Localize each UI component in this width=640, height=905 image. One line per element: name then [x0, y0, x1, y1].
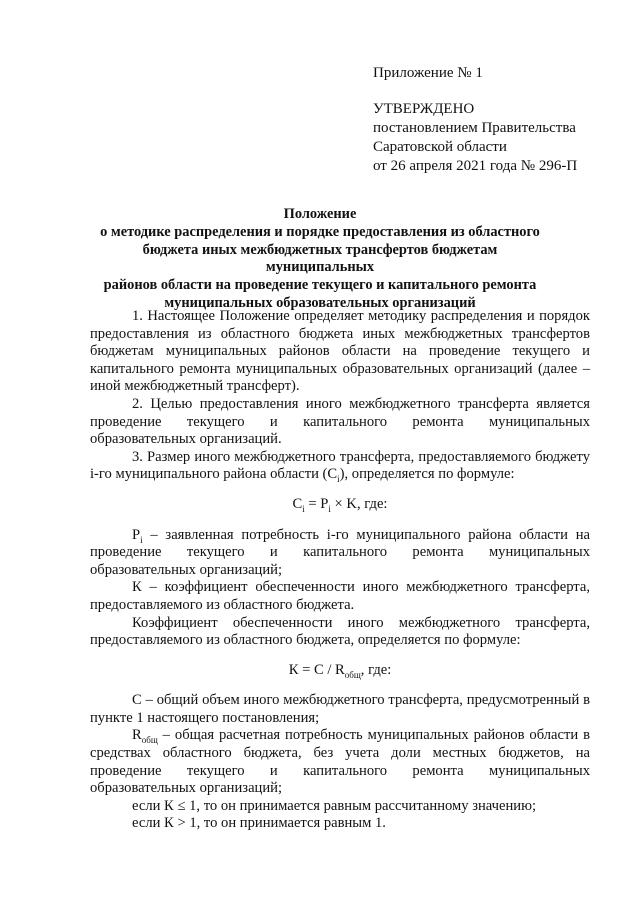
- formula-1-c: × K, где:: [330, 495, 388, 512]
- formula-1: [90, 496, 590, 514]
- paragraph-7: С – общий объем иного межбюджетного трансферта, предусмотренный в пункте 1 настоящего постановления;: [90, 692, 590, 726]
- approved-line-1: постановлением Правительства: [373, 120, 576, 136]
- paragraph-1: 1. Настоящее Положение определяет методику распределения и порядок предоставления из областного бюджета иных межбюджетных трансфертов бюджетам муниципальных районов области на проведение текущего и капитального ремонта муниципальных образовательных организаций (далее – иной межбюджетный трансферт).: [90, 308, 590, 395]
- paragraph-4-subscript: i: [140, 534, 143, 545]
- annex-number: Приложение № 1: [373, 65, 483, 81]
- title-line-1: Положение: [283, 206, 357, 222]
- paragraph-8-subscript: общ: [141, 735, 158, 746]
- approved-label: УТВЕРЖДЕНО: [373, 101, 475, 117]
- title-line-4: районов области на проведение текущего и капитального ремонта: [103, 277, 537, 294]
- title-line-5: муниципальных образовательных организаций: [164, 294, 476, 311]
- paragraph-3-text-b: ), определяется по формуле:: [339, 466, 515, 483]
- formula-2-sub: общ: [344, 669, 361, 680]
- formula-2-b: , где:: [360, 661, 392, 678]
- paragraph-6: Коэффициент обеспеченности иного межбюджетного трансферта, предоставляемого из областного бюджета, определяется по формуле:: [90, 614, 590, 649]
- document-title: [90, 206, 550, 313]
- paragraph-2: 2. Целью предоставления иного межбюджетного трансферта является проведение текущего и капитального ремонта муниципальных образовательных организаций.: [90, 395, 590, 448]
- paragraph-3-text-a: 3. Размер иного межбюджетного трансферта, предоставляемого бюджету i-го муниципального района области (C: [90, 448, 590, 483]
- document-body: [90, 308, 590, 833]
- paragraph-4-text-b: – заявленная потребность i-го муниципального района области на проведение текущего и капитального ремонта муниципальных образовательных организаций;: [90, 526, 590, 578]
- paragraph-8-text-b: – общая расчетная потребность муниципальных районов области в средствах областного бюджета, без учета доли местных бюджетов, на проведение текущего и капитального ремонта муниципальных образовательных организаций;: [90, 727, 590, 797]
- formula-1-a: C: [292, 495, 303, 512]
- formula-2: [90, 662, 590, 680]
- formula-2-a: К = С / R: [288, 661, 345, 678]
- approved-line-3: от 26 апреля 2021 года № 296-П: [373, 158, 578, 174]
- title-line-2: о методике распределения и порядке предоставления из областного: [100, 223, 540, 240]
- paragraph-5: К – коэффициент обеспеченности иного межбюджетного трансферта, предоставляемого из областного бюджета.: [90, 579, 590, 613]
- title-line-3: бюджета иных межбюджетных трансфертов бюджетам муниципальных: [142, 241, 498, 276]
- formula-1-sub-2: i: [328, 503, 331, 514]
- paragraph-3: [90, 449, 590, 484]
- paragraph-4: [90, 527, 590, 580]
- paragraph-8: [90, 727, 590, 797]
- paragraph-10: если К > 1, то он принимается равным 1.: [132, 815, 386, 832]
- paragraph-4-text-a: P: [132, 526, 141, 543]
- formula-1-b: = P: [304, 495, 329, 512]
- approved-line-2: Саратовской области: [373, 139, 507, 155]
- paragraph-9: если К ≤ 1, то он принимается равным рассчитанному значению;: [132, 797, 537, 814]
- approval-block: [373, 100, 577, 176]
- formula-1-sub-1: i: [302, 503, 305, 514]
- paragraph-3-subscript: i: [337, 474, 340, 485]
- paragraph-8-text-a: R: [132, 727, 142, 744]
